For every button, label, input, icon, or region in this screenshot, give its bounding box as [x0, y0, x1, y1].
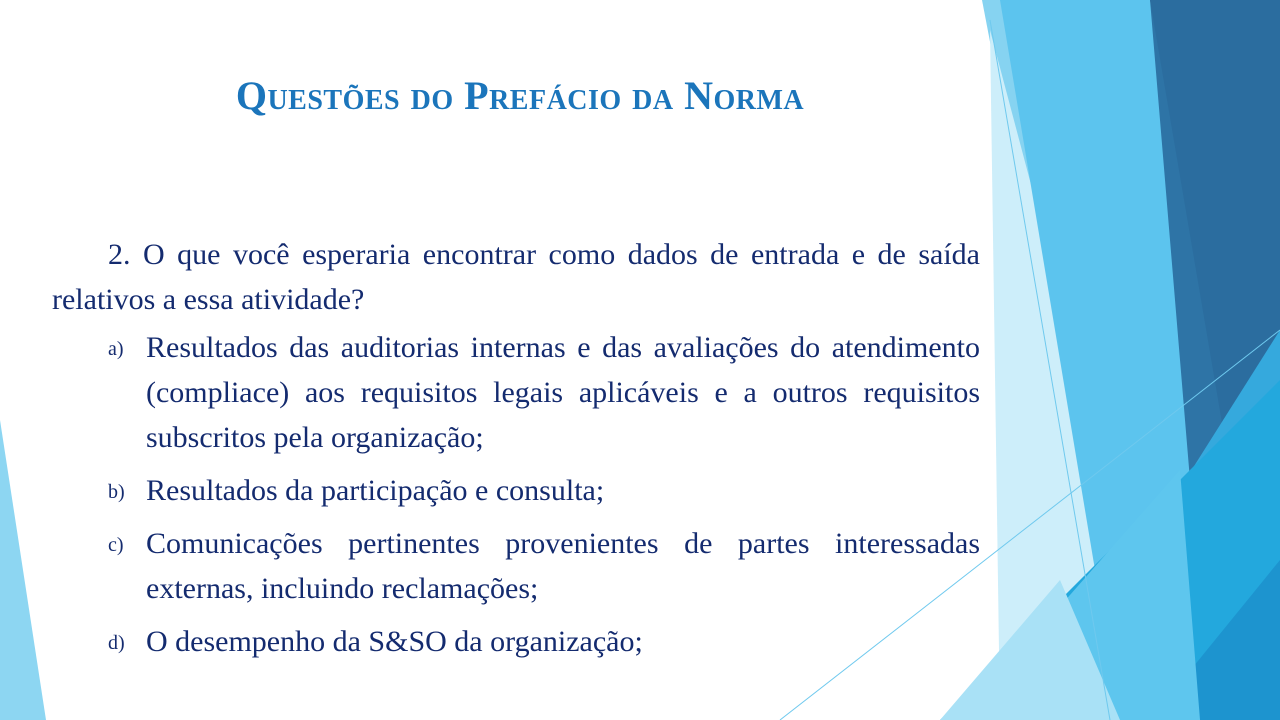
slide-title: Questões do Prefácio da Norma — [235, 73, 805, 118]
left-accent-shape — [0, 420, 46, 720]
list-item-b — [52, 468, 980, 513]
list-item-text: O desempenho da S&SO da organização; — [146, 625, 643, 658]
list-marker: b) — [108, 481, 125, 503]
list-item-a — [52, 325, 980, 460]
list-marker: d) — [108, 632, 125, 654]
question-text: 2. O que você esperaria encontrar como dados de entrada e de saída relativos a essa atividade? — [52, 238, 980, 316]
list-marker: c) — [108, 534, 124, 556]
list-item-d — [52, 619, 980, 664]
answer-list — [52, 325, 980, 664]
list-marker: a) — [108, 338, 124, 360]
list-item-text: Resultados da participação e consulta; — [146, 474, 605, 507]
list-item-text: Comunicações pertinentes provenientes de partes interessadas externas, incluindo reclamações; — [146, 527, 980, 605]
list-item-text: Resultados das auditorias internas e das avaliações do atendimento (compliace) aos requisitos legais aplicáveis e a outros requisitos subscritos pela organização; — [146, 331, 980, 454]
slide-body — [52, 232, 980, 672]
list-item-c — [52, 521, 980, 611]
